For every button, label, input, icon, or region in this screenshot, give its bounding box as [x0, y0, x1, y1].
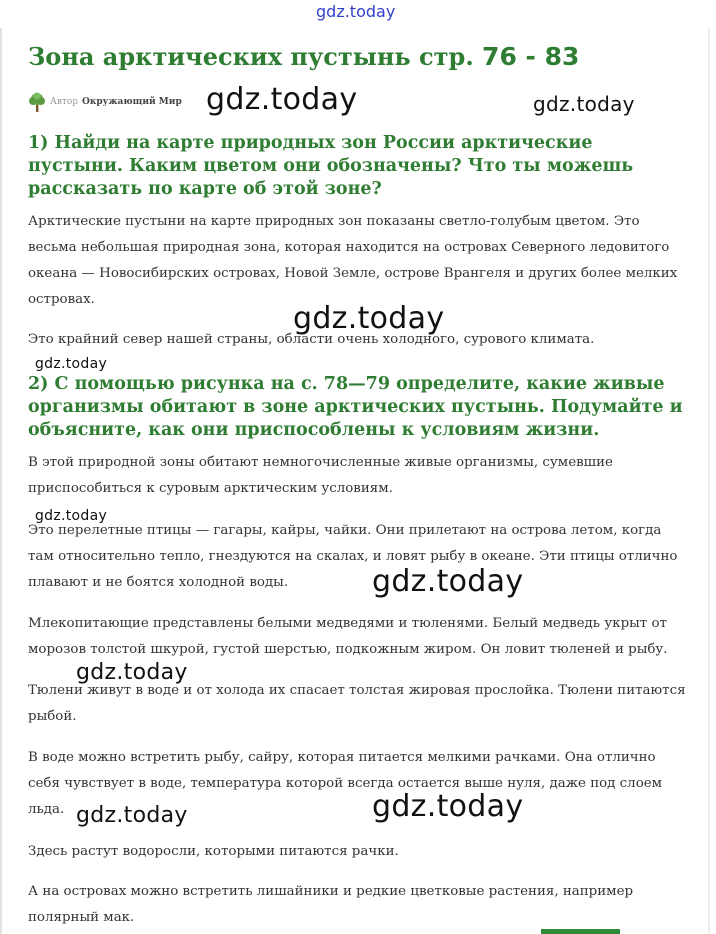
watermark: gdz.today	[76, 803, 188, 828]
author-line	[28, 92, 182, 112]
answer-1-paragraph-2: Это крайний север нашей страны, области очень холодного, сурового климата.	[28, 332, 595, 347]
answer-2-paragraph-2: Это перелетные птицы — гагары, кайры, чайки. Они прилетают на острова летом, когда там относительно тепло, гнездуются на скалах, и ловят рыбу в океане. Эти птицы отлично плавают и не боятся холодной воды.	[28, 523, 678, 590]
question-1: 1) Найди на карте природных зон России арктические пустыни. Каким цветом они обозначены? Что ты можешь рассказать по карте об этой зоне?	[28, 133, 634, 199]
answer-2-paragraph-1: В этой природной зоны обитают немногочисленные живые организмы, сумевшие приспособиться к суровым арктическим условиям.	[28, 455, 613, 496]
right-border	[708, 28, 710, 934]
answer-2-paragraph-6: Здесь растут водоросли, которыми питаются рачки.	[28, 844, 399, 859]
left-border	[0, 28, 2, 934]
watermark: gdz.today	[35, 356, 108, 372]
answer-2-paragraph-4: Тюлени живут в воде и от холода их спасает толстая жировая прослойка. Тюлени питаются рыбой.	[28, 683, 686, 724]
watermark: gdz.today	[76, 660, 188, 685]
author-name[interactable]: Окружающий Мир	[82, 97, 182, 107]
page-range: 76 - 83	[482, 42, 580, 71]
tree-icon	[28, 92, 46, 112]
author-label: Автор	[50, 97, 79, 107]
answer-2-paragraph-3: Млекопитающие представлены белыми медведями и тюленями. Белый медведь укрыт от морозов толстой шкурой, густой шерстью, подкожным жиром. Он ловит тюленей и рыбу.	[28, 616, 668, 657]
bottom-bar	[541, 929, 620, 934]
watermark: gdz.today	[293, 301, 445, 336]
watermark: gdz.today	[35, 508, 108, 524]
site-link[interactable]: gdz.today	[316, 2, 396, 21]
question-2: 2) С помощью рисунка на с. 78—79 определите, какие живые организмы обитают в зоне арктических пустынь. Подумайте и объясните, как они приспособлены к условиям жизни.	[28, 374, 683, 440]
answer-2-paragraph-7: А на островах можно встретить лишайники и редкие цветковые растения, например полярный мак.	[28, 884, 634, 925]
answer-2-paragraph-5: В воде можно встретить рыбу, сайру, которая питается мелкими рачками. Она отлично себя чувствует в воде, температура которой всегда остается выше нуля, даже под слоем льда.	[28, 750, 663, 817]
watermark: gdz.today	[372, 564, 524, 599]
page-title	[28, 40, 579, 74]
page-title-text: Зона арктических пустынь стр.	[28, 42, 474, 71]
watermark: gdz.today	[206, 82, 358, 117]
watermark: gdz.today	[533, 92, 635, 116]
watermark: gdz.today	[372, 789, 524, 824]
answer-1-paragraph-1: Арктические пустыни на карте природных зон показаны светло-голубым цветом. Это весьма небольшая природная зона, которая находится на островах Северного ледовитого океана — Новосибирских островах, Новой Земле, острове Врангеля и других более мелких островах.	[28, 214, 678, 307]
